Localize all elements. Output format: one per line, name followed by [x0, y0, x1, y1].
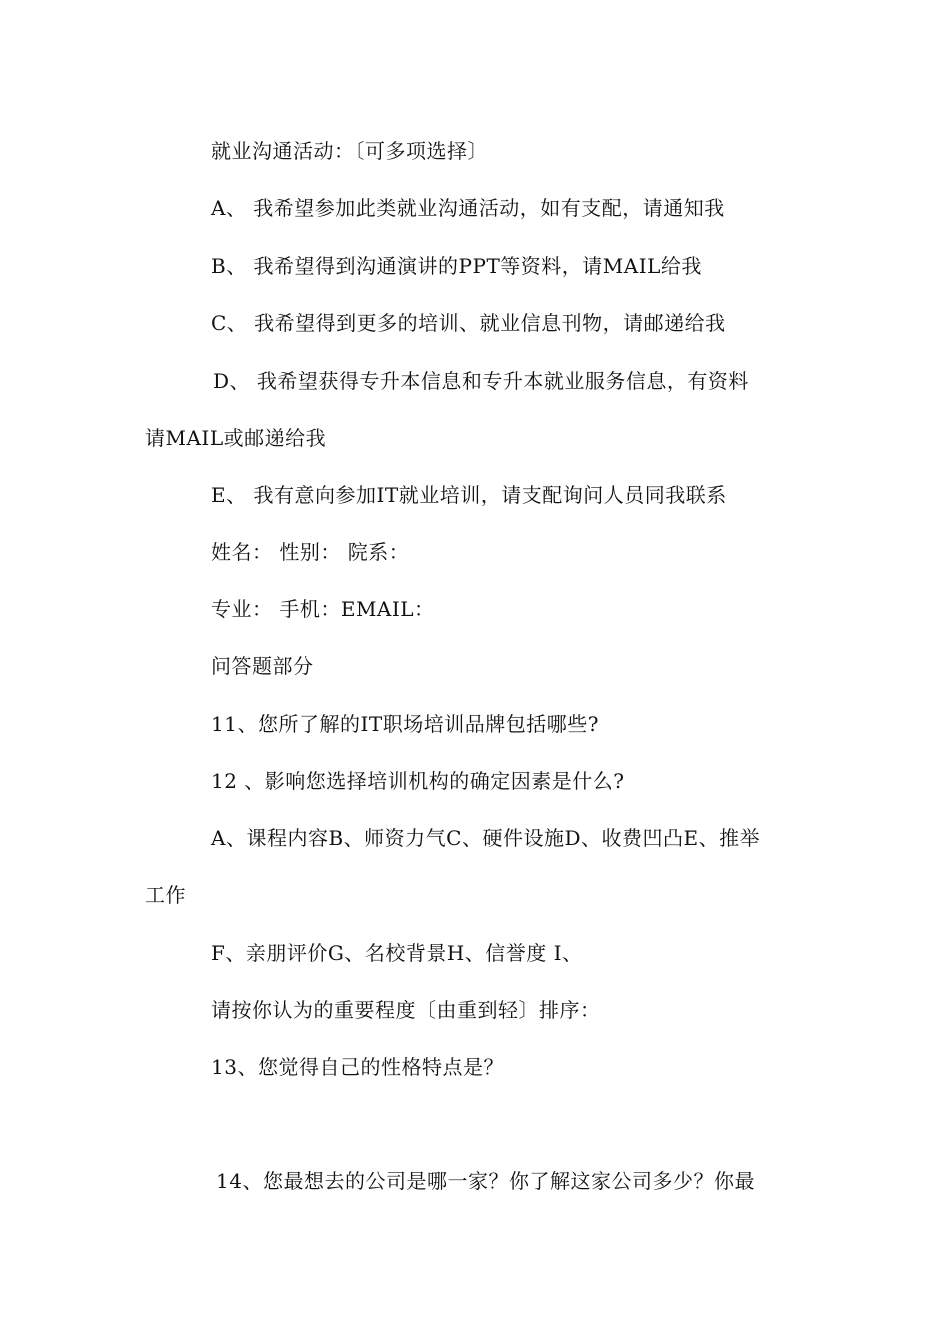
question-11: 11、您所了解的IT职场培训品牌包括哪些? — [211, 712, 599, 736]
question-12-options-row-2: F、亲朋评价G、名校背景H、信誉度 I、 — [211, 941, 583, 965]
contact-fields-row-2: 专业： 手机：EMAIL： — [211, 597, 435, 621]
section-heading-employment-activities: 就业沟通活动：〔可多项选择〕 — [211, 139, 488, 163]
option-a: A、 我希望参加此类就业沟通活动，如有支配，请通知我 — [211, 196, 725, 220]
option-c: C、 我希望得到更多的培训、就业信息刊物，请邮递给我 — [211, 311, 726, 335]
contact-fields-row-1: 姓名： 性别： 院系： — [211, 540, 410, 564]
question-12-options-row-1-continued: 工作 — [145, 883, 186, 907]
question-13: 13、您觉得自己的性格特点是？ — [211, 1055, 504, 1079]
option-b: B、 我希望得到沟通演讲的PPT等资料，请MAIL给我 — [211, 254, 702, 278]
question-12-options-row-1: A、课程内容B、师资力气C、硬件设施D、收费凹凸E、推举 — [211, 826, 761, 850]
option-e: E、 我有意向参加IT就业培训，请支配询问人员同我联系 — [211, 483, 727, 507]
question-14: 14、您最想去的公司是哪一家？你了解这家公司多少？你最 — [216, 1169, 755, 1193]
question-12: 12 、影响您选择培训机构的确定因素是什么? — [211, 769, 625, 793]
option-d: D、 我希望获得专升本信息和专升本就业服务信息，有资料 — [213, 369, 749, 393]
section-heading-qa: 问答题部分 — [211, 654, 314, 678]
question-12-ranking-instruction: 请按你认为的重要程度〔由重到轻〕排序： — [211, 998, 601, 1022]
option-d-continued: 请MAIL或邮递给我 — [145, 426, 327, 450]
